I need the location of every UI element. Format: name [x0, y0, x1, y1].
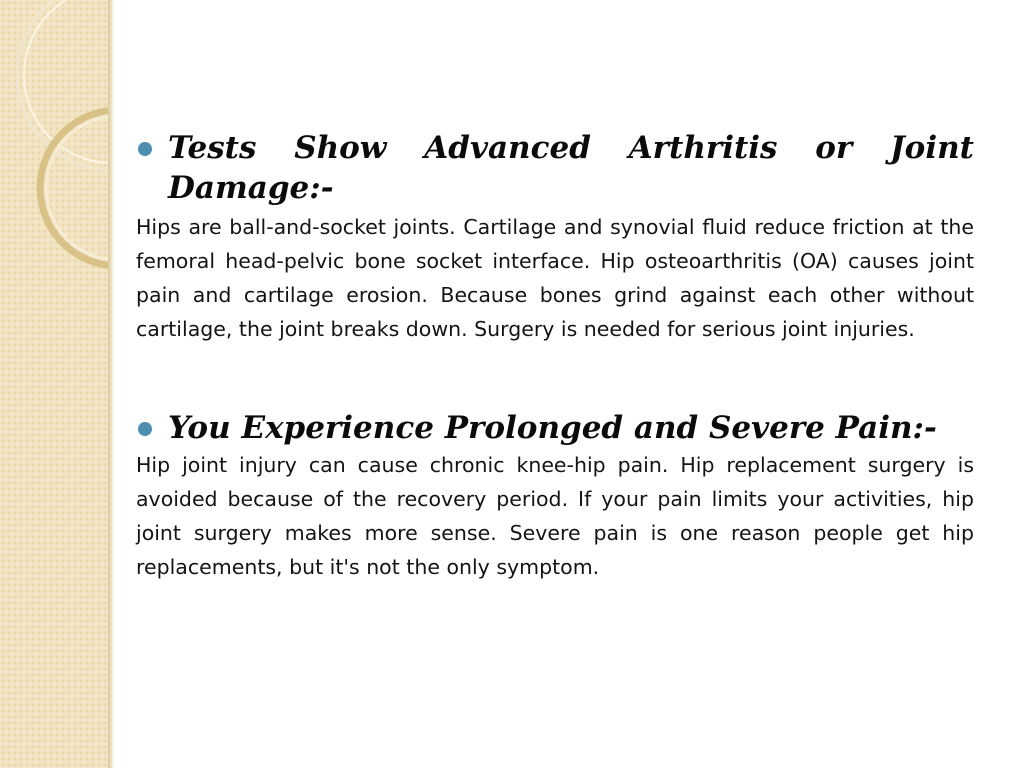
lower-ring [40, 110, 112, 266]
section-pain [136, 408, 974, 584]
heading-line-1: Tests Show Advanced Arthritis or Joint [168, 130, 974, 166]
slide-content [136, 128, 974, 584]
bullet-icon [138, 422, 152, 436]
decorative-rings [0, 0, 112, 768]
upper-ring-inner [24, 0, 112, 163]
section-heading [136, 408, 974, 448]
heading-line-2: Damage:- [168, 170, 334, 206]
decorative-side-band [0, 0, 112, 768]
section-heading [136, 128, 974, 208]
bullet-icon [138, 142, 152, 156]
section-arthritis [136, 128, 974, 346]
section-body: Hip joint injury can cause chronic knee-hip pain. Hip replacement surgery is avoided because of the recovery period. If your pain limits your activities, hip joint surgery makes more sense. Severe pain is one reason people get hip replacements, but it's not the only symptom. [136, 453, 974, 579]
section-body: Hips are ball-and-socket joints. Cartilage and synovial fluid reduce friction at the femoral head-pelvic bone socket interface. Hip osteoarthritis (OA) causes joint pain and cartilage erosion. Because bones grind against each other without cartilage, the joint breaks down. Surgery is needed for serious joint injuries. [136, 215, 974, 341]
heading-line-1: You Experience Prolonged and Severe Pain:- [168, 410, 937, 446]
upper-ring [17, 0, 112, 170]
band-edge-shadow [108, 0, 114, 768]
